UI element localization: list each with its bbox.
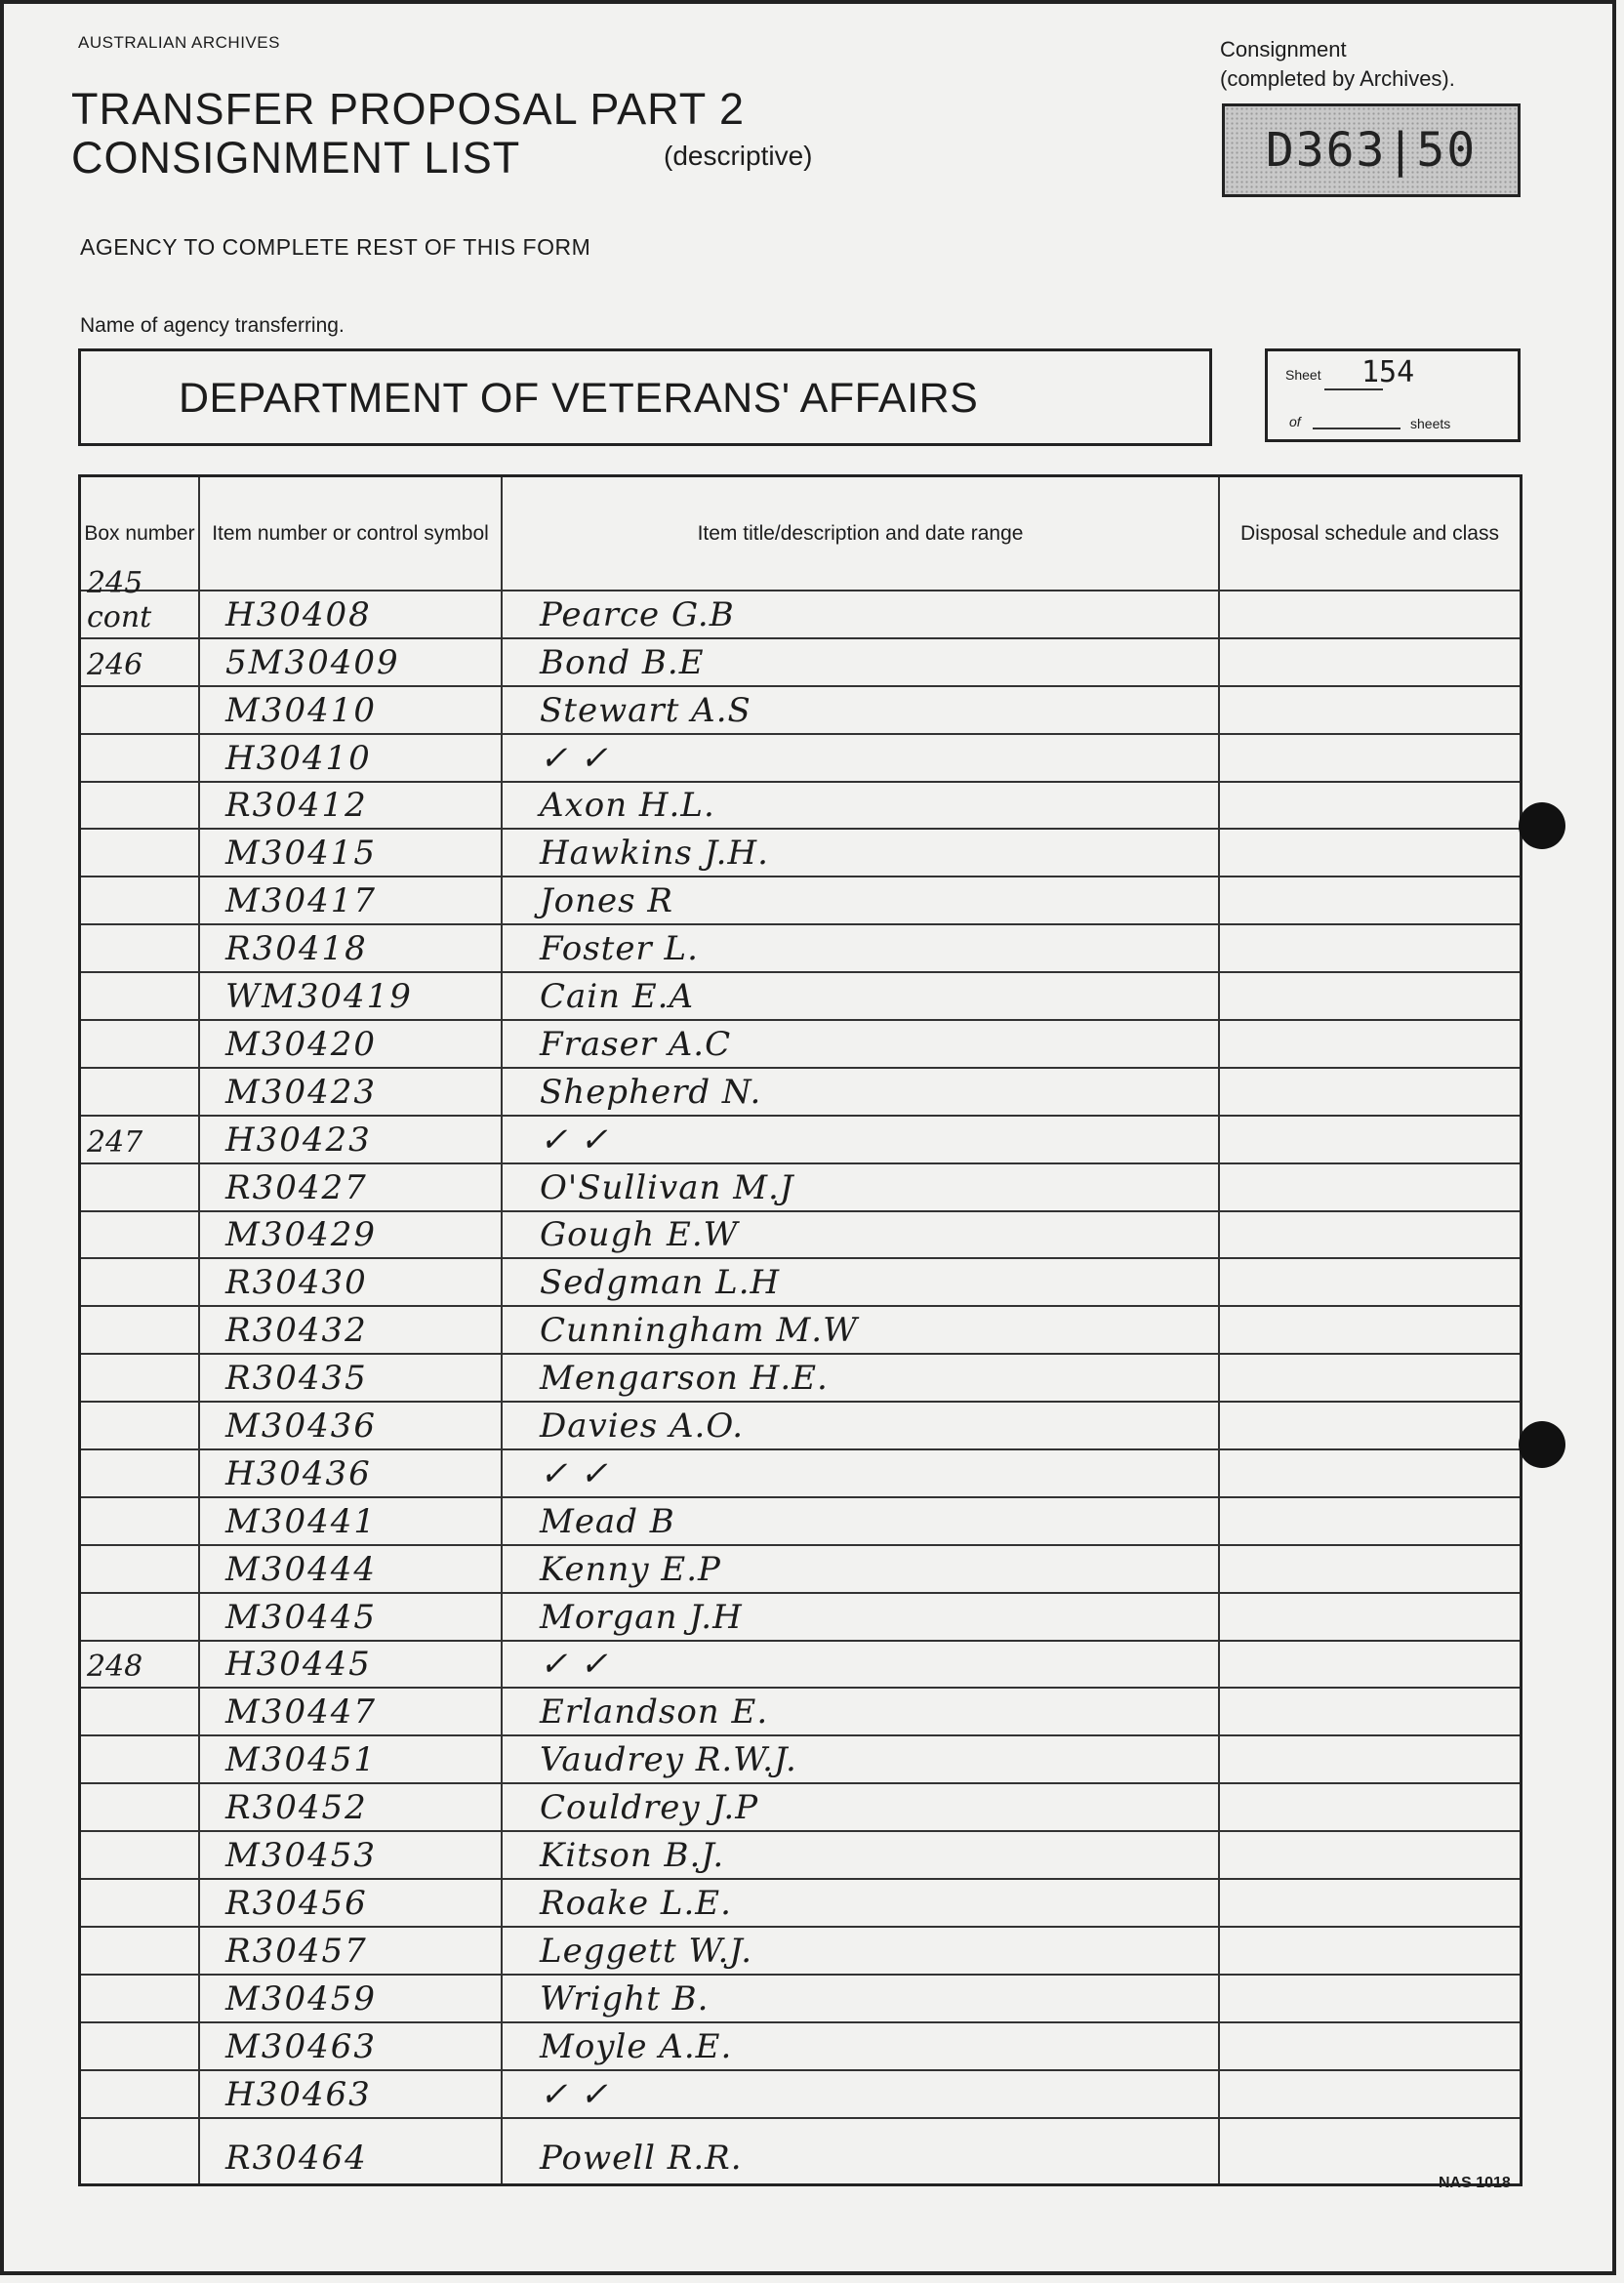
item-description-cell: ✓ ✓ bbox=[540, 1120, 609, 1160]
box-number-cell bbox=[87, 1546, 200, 1592]
box-number-cell bbox=[87, 1784, 200, 1830]
item-number-cell: H30463 bbox=[225, 2074, 372, 2114]
form-title-descriptive: (descriptive) bbox=[664, 141, 813, 171]
table-row bbox=[81, 1687, 1520, 1734]
box-number-cell bbox=[87, 1212, 200, 1258]
table-row bbox=[81, 1878, 1520, 1926]
box-number-cell bbox=[87, 1403, 200, 1448]
disposal-schedule-cell bbox=[1220, 1403, 1518, 1448]
table-row bbox=[81, 1257, 1520, 1305]
box-number-cell bbox=[87, 973, 200, 1019]
box-number-cell bbox=[87, 1355, 200, 1401]
table-row bbox=[81, 1544, 1520, 1592]
box-number-cell bbox=[87, 783, 200, 829]
table-row bbox=[81, 1067, 1520, 1115]
item-description-cell: Powell R.R. bbox=[540, 2138, 743, 2178]
item-number-cell: M30415 bbox=[225, 834, 377, 874]
disposal-schedule-cell bbox=[1220, 1212, 1518, 1258]
box-number-cell bbox=[87, 1259, 200, 1305]
box-number-cell bbox=[87, 1307, 200, 1353]
box-number-cell bbox=[87, 2119, 200, 2181]
item-number-cell: R30412 bbox=[225, 786, 368, 826]
table-row bbox=[81, 1353, 1520, 1401]
table-row bbox=[81, 1210, 1520, 1258]
disposal-schedule-cell bbox=[1220, 1117, 1518, 1162]
table-row bbox=[81, 1496, 1520, 1544]
disposal-schedule-cell bbox=[1220, 925, 1518, 971]
box-number-cell bbox=[87, 877, 200, 923]
form-title-line1: TRANSFER PROPOSAL PART 2 bbox=[71, 84, 746, 134]
consignment-number-box bbox=[1222, 103, 1521, 197]
disposal-schedule-cell bbox=[1220, 783, 1518, 829]
box-number-cell bbox=[87, 1021, 200, 1067]
consignment-label-line2: (completed by Archives). bbox=[1220, 66, 1455, 91]
box-number-cell: 248 bbox=[87, 1650, 143, 1685]
disposal-schedule-cell bbox=[1220, 1594, 1518, 1640]
item-description-cell: Kitson B.J. bbox=[540, 1836, 725, 1876]
item-number-cell: H30408 bbox=[225, 594, 372, 634]
form-code: NAS 1018 bbox=[1439, 2175, 1511, 2191]
item-description-cell: Bond B.E bbox=[540, 642, 705, 682]
item-number-cell: M30453 bbox=[225, 1836, 377, 1876]
agency-name: DEPARTMENT OF VETERANS' AFFAIRS bbox=[179, 375, 979, 422]
box-number-cell: 246 bbox=[87, 647, 143, 682]
table-row bbox=[81, 1019, 1520, 1067]
table-row bbox=[81, 565, 1520, 637]
box-number-cell bbox=[87, 735, 200, 781]
disposal-schedule-cell bbox=[1220, 639, 1518, 685]
disposal-schedule-cell bbox=[1220, 1450, 1518, 1496]
disposal-schedule-cell bbox=[1220, 1259, 1518, 1305]
agency-instruction: AGENCY TO COMPLETE REST OF THIS FORM bbox=[80, 234, 591, 260]
item-description-cell: Foster L. bbox=[540, 929, 699, 969]
disposal-schedule-cell bbox=[1220, 1689, 1518, 1734]
disposal-schedule-cell bbox=[1220, 1880, 1518, 1926]
consignment-number: D363|50 bbox=[1265, 123, 1478, 178]
item-number-cell: R30432 bbox=[225, 1311, 368, 1351]
item-number-cell: R30457 bbox=[225, 1931, 368, 1971]
sheet-of-label: of bbox=[1289, 414, 1301, 429]
item-description-cell: Couldrey J.P bbox=[540, 1788, 759, 1828]
box-number-cell bbox=[87, 1164, 200, 1210]
header-item-description: Item title/description and date range bbox=[697, 521, 1024, 545]
item-description-cell: Roake L.E. bbox=[540, 1883, 732, 1923]
item-number-cell: M30451 bbox=[225, 1740, 377, 1780]
table-row bbox=[81, 828, 1520, 876]
disposal-schedule-cell bbox=[1220, 687, 1518, 733]
table-row bbox=[81, 2117, 1520, 2181]
table-row bbox=[81, 1782, 1520, 1830]
item-description-cell: Wright B. bbox=[540, 1978, 710, 2018]
disposal-schedule-cell bbox=[1220, 1736, 1518, 1782]
box-number-cell bbox=[87, 1498, 200, 1544]
item-description-cell: Morgan J.H bbox=[540, 1597, 743, 1637]
item-description-cell: Shepherd N. bbox=[540, 1072, 762, 1112]
box-number-cell: 247 bbox=[87, 1124, 143, 1160]
box-number-cell bbox=[87, 1928, 200, 1974]
item-number-cell: R30456 bbox=[225, 1883, 368, 1923]
disposal-schedule-cell bbox=[1220, 1498, 1518, 1544]
disposal-schedule-cell bbox=[1220, 1546, 1518, 1592]
item-description-cell: Davies A.O. bbox=[540, 1406, 745, 1447]
disposal-schedule-cell bbox=[1220, 2119, 1518, 2181]
item-number-cell: R30430 bbox=[225, 1263, 368, 1303]
item-number-cell: R30427 bbox=[225, 1167, 368, 1207]
item-number-cell: WM30419 bbox=[225, 977, 413, 1017]
item-number-cell: M30441 bbox=[225, 1501, 377, 1541]
disposal-schedule-cell bbox=[1220, 2071, 1518, 2117]
item-description-cell: ✓ ✓ bbox=[540, 738, 609, 778]
item-description-cell: Jones R bbox=[540, 881, 673, 921]
disposal-schedule-cell bbox=[1220, 1928, 1518, 1974]
disposal-schedule-cell bbox=[1220, 735, 1518, 781]
item-number-cell: R30435 bbox=[225, 1359, 368, 1399]
item-description-cell: Moyle A.E. bbox=[540, 2026, 733, 2066]
disposal-schedule-cell bbox=[1220, 1784, 1518, 1830]
table-row bbox=[81, 685, 1520, 733]
disposal-schedule-cell bbox=[1220, 591, 1518, 637]
table-row bbox=[81, 1974, 1520, 2021]
disposal-schedule-cell bbox=[1220, 1832, 1518, 1878]
item-number-cell: H30436 bbox=[225, 1453, 372, 1493]
table-row bbox=[81, 1162, 1520, 1210]
sheet-total-line bbox=[1313, 428, 1401, 429]
item-description-cell: Kenny E.P bbox=[540, 1549, 721, 1589]
sheet-number: 154 bbox=[1361, 355, 1415, 389]
disposal-schedule-cell bbox=[1220, 830, 1518, 876]
item-description-cell: Erlandson E. bbox=[540, 1692, 769, 1733]
table-row bbox=[81, 1640, 1520, 1688]
header-item-number: Item number or control symbol bbox=[212, 521, 489, 545]
item-number-cell: 5M30409 bbox=[225, 642, 400, 682]
punch-hole bbox=[1519, 802, 1565, 849]
item-description-cell: ✓ ✓ bbox=[540, 1453, 609, 1493]
disposal-schedule-cell bbox=[1220, 973, 1518, 1019]
item-description-cell: Sedgman L.H bbox=[540, 1263, 781, 1303]
table-row bbox=[81, 1926, 1520, 1974]
table-row bbox=[81, 876, 1520, 923]
item-number-cell: M30436 bbox=[225, 1406, 377, 1447]
item-description-cell: O'Sullivan M.J bbox=[540, 1167, 794, 1207]
item-description-cell: Vaudrey R.W.J. bbox=[540, 1740, 797, 1780]
item-description-cell: Gough E.W bbox=[540, 1215, 739, 1255]
box-number-cell bbox=[87, 1832, 200, 1878]
box-number-cell bbox=[87, 1594, 200, 1640]
item-description-cell: Leggett W.J. bbox=[540, 1931, 753, 1971]
punch-hole bbox=[1519, 1421, 1565, 1468]
header-disposal-schedule: Disposal schedule and class bbox=[1240, 521, 1499, 545]
box-number-cell bbox=[87, 1689, 200, 1734]
disposal-schedule-cell bbox=[1220, 1355, 1518, 1401]
table-row bbox=[81, 637, 1520, 685]
box-number-cell bbox=[87, 830, 200, 876]
consignment-label bbox=[1220, 35, 1455, 94]
item-number-cell: R30418 bbox=[225, 929, 368, 969]
table-row bbox=[81, 2069, 1520, 2117]
item-number-cell: M30429 bbox=[225, 1215, 377, 1255]
box-number-cell: 245 cont bbox=[87, 565, 152, 634]
table-row bbox=[81, 1734, 1520, 1782]
table-row bbox=[81, 781, 1520, 829]
box-number-cell bbox=[87, 1736, 200, 1782]
item-description-cell: Hawkins J.H. bbox=[540, 834, 769, 874]
table-body bbox=[81, 565, 1520, 2181]
table-row bbox=[81, 1592, 1520, 1640]
table-row bbox=[81, 1830, 1520, 1878]
box-number-cell bbox=[87, 1450, 200, 1496]
box-number-cell bbox=[87, 687, 200, 733]
agency-name-label: Name of agency transferring. bbox=[80, 314, 345, 337]
sheet-box bbox=[1265, 348, 1521, 442]
box-number-cell bbox=[87, 2023, 200, 2069]
disposal-schedule-cell bbox=[1220, 1642, 1518, 1688]
table-row bbox=[81, 1115, 1520, 1162]
item-number-cell: R30464 bbox=[225, 2138, 368, 2178]
item-description-cell: ✓ ✓ bbox=[540, 1645, 609, 1685]
disposal-schedule-cell bbox=[1220, 1164, 1518, 1210]
item-number-cell: H30423 bbox=[225, 1120, 372, 1160]
item-description-cell: Fraser A.C bbox=[540, 1024, 732, 1064]
item-description-cell: ✓ ✓ bbox=[540, 2074, 609, 2114]
consignment-table bbox=[78, 474, 1522, 2186]
header-box-number: Box number bbox=[84, 521, 195, 545]
item-number-cell: M30444 bbox=[225, 1549, 377, 1589]
disposal-schedule-cell bbox=[1220, 1021, 1518, 1067]
box-number-cell bbox=[87, 1976, 200, 2021]
table-row bbox=[81, 1305, 1520, 1353]
form-title-line2: CONSIGNMENT LIST bbox=[71, 133, 521, 183]
item-number-cell: M30459 bbox=[225, 1978, 377, 2018]
disposal-schedule-cell bbox=[1220, 877, 1518, 923]
item-number-cell: M30410 bbox=[225, 690, 377, 730]
disposal-schedule-cell bbox=[1220, 1307, 1518, 1353]
item-number-cell: M30417 bbox=[225, 881, 377, 921]
table-row bbox=[81, 971, 1520, 1019]
item-description-cell: Stewart A.S bbox=[540, 690, 751, 730]
table-row bbox=[81, 923, 1520, 971]
sheet-label: Sheet bbox=[1285, 367, 1321, 383]
table-row bbox=[81, 1401, 1520, 1448]
disposal-schedule-cell bbox=[1220, 2023, 1518, 2069]
item-number-cell: M30463 bbox=[225, 2026, 377, 2066]
item-description-cell: Pearce G.B bbox=[540, 594, 735, 634]
item-description-cell: Axon H.L. bbox=[540, 786, 715, 826]
item-description-cell: Mead B bbox=[540, 1501, 675, 1541]
disposal-schedule-cell bbox=[1220, 1069, 1518, 1115]
box-number-cell bbox=[87, 1880, 200, 1926]
item-number-cell: M30420 bbox=[225, 1024, 377, 1064]
disposal-schedule-cell bbox=[1220, 1976, 1518, 2021]
table-row bbox=[81, 1448, 1520, 1496]
item-number-cell: R30452 bbox=[225, 1788, 368, 1828]
consignment-label-line1: Consignment bbox=[1220, 37, 1347, 61]
item-description-cell: Cunningham M.W bbox=[540, 1311, 859, 1351]
item-number-cell: M30445 bbox=[225, 1597, 377, 1637]
item-number-cell: M30447 bbox=[225, 1692, 377, 1733]
box-number-cell bbox=[87, 925, 200, 971]
item-description-cell: Mengarson H.E. bbox=[540, 1359, 829, 1399]
box-number-cell bbox=[87, 1069, 200, 1115]
archives-label: AUSTRALIAN ARCHIVES bbox=[78, 33, 280, 52]
box-number-cell bbox=[87, 2071, 200, 2117]
item-number-cell: M30423 bbox=[225, 1072, 377, 1112]
item-number-cell: H30410 bbox=[225, 738, 372, 778]
table-row bbox=[81, 733, 1520, 781]
item-description-cell: Cain E.A bbox=[540, 977, 695, 1017]
table-row bbox=[81, 2021, 1520, 2069]
agency-name-box bbox=[78, 348, 1212, 446]
sheets-label: sheets bbox=[1410, 416, 1451, 431]
item-number-cell: H30445 bbox=[225, 1645, 372, 1685]
